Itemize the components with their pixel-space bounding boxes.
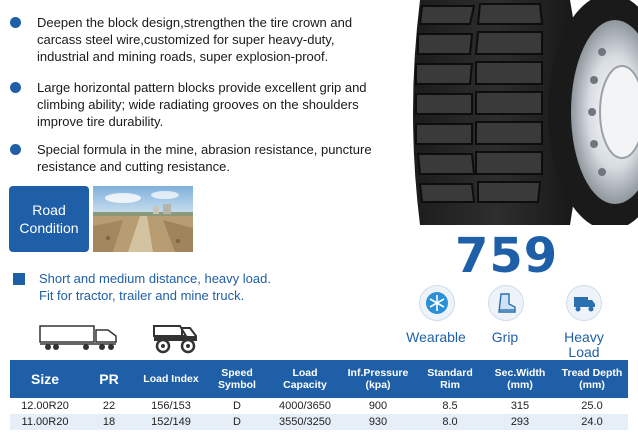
bullet-dot	[10, 82, 21, 93]
cell-tread-depth: 25.0	[556, 398, 628, 414]
semi-truck-icon	[38, 322, 120, 352]
usage-marker-icon	[13, 273, 25, 285]
col-header-pr: PR	[80, 360, 138, 398]
usage-line-2: Fit for tractor, trailer and mine truck.	[39, 288, 245, 303]
feature-wearable-label: Wearable	[406, 329, 466, 345]
cell-size: 12.00R20	[10, 398, 80, 414]
feature-bullet-2	[10, 79, 380, 130]
mining-truck-icon	[150, 318, 200, 354]
cell-load-capacity: 3550/3250	[270, 414, 340, 430]
cell-standard-rim: 8.0	[416, 414, 484, 430]
cell-pr: 22	[80, 398, 138, 414]
cell-load-index: 156/153	[138, 398, 204, 414]
table-row	[10, 414, 628, 430]
cell-tread-depth: 24.0	[556, 414, 628, 430]
table-row	[10, 398, 628, 414]
col-header-standard-rim: Standard Rim	[416, 360, 484, 398]
bullet-text: Special formula in the mine, abrasion resistance, puncture resistance and cutting resistance.	[37, 142, 372, 174]
usage-description	[39, 270, 369, 304]
cell-section-width: 293	[484, 414, 556, 430]
feature-grip-label: Grip	[491, 329, 519, 345]
cell-load-index: 152/149	[138, 414, 204, 430]
cell-inflation-pressure: 900	[340, 398, 416, 414]
cell-inflation-pressure: 930	[340, 414, 416, 430]
feature-bullet-3	[10, 141, 380, 175]
road-condition-photo	[93, 186, 193, 252]
cell-section-width: 315	[484, 398, 556, 414]
road-condition-label	[9, 186, 89, 252]
cell-load-capacity: 4000/3650	[270, 398, 340, 414]
bullet-text: Deepen the block design,strengthen the tire crown and carcass steel wire,customized for super heavy-duty, industrial and mining roads, super explosion-proof.	[37, 15, 353, 64]
feature-heavy-load-label: Heavy Load	[564, 329, 604, 360]
spec-table	[10, 360, 628, 430]
col-header-size: Size	[10, 360, 80, 398]
col-header-inflation-pressure: Inf.Pressure (kpa)	[340, 360, 416, 398]
tire-image	[400, 0, 638, 225]
road-condition-line1: Road	[32, 202, 66, 218]
cell-speed-symbol: D	[204, 398, 270, 414]
table-header-row	[10, 360, 628, 398]
col-header-tread-depth: Tread Depth (mm)	[556, 360, 628, 398]
cell-speed-symbol: D	[204, 414, 270, 430]
snowflake-wear-icon	[419, 285, 455, 321]
usage-line-1: Short and medium distance, heavy load.	[39, 271, 271, 286]
cell-pr: 18	[80, 414, 138, 430]
col-header-load-index: Load Index	[138, 360, 204, 398]
truck-load-icon	[566, 285, 602, 321]
cell-standard-rim: 8.5	[416, 398, 484, 414]
cell-size: 11.00R20	[10, 414, 80, 430]
bullet-dot	[10, 17, 21, 28]
col-header-speed-symbol: Speed Symbol	[204, 360, 270, 398]
col-header-load-capacity: Load Capacity	[270, 360, 340, 398]
feature-bullet-1	[10, 14, 380, 65]
road-condition-line2: Condition	[19, 220, 79, 236]
bullet-text: Large horizontal pattern blocks provide excellent grip and climbing ability; wide radiating grooves on the shoulders improve tire durability.	[37, 80, 367, 129]
bullet-dot	[10, 144, 21, 155]
boot-grip-icon	[488, 285, 524, 321]
col-header-section-width: Sec.Width (mm)	[484, 360, 556, 398]
model-number: 759	[455, 228, 559, 284]
